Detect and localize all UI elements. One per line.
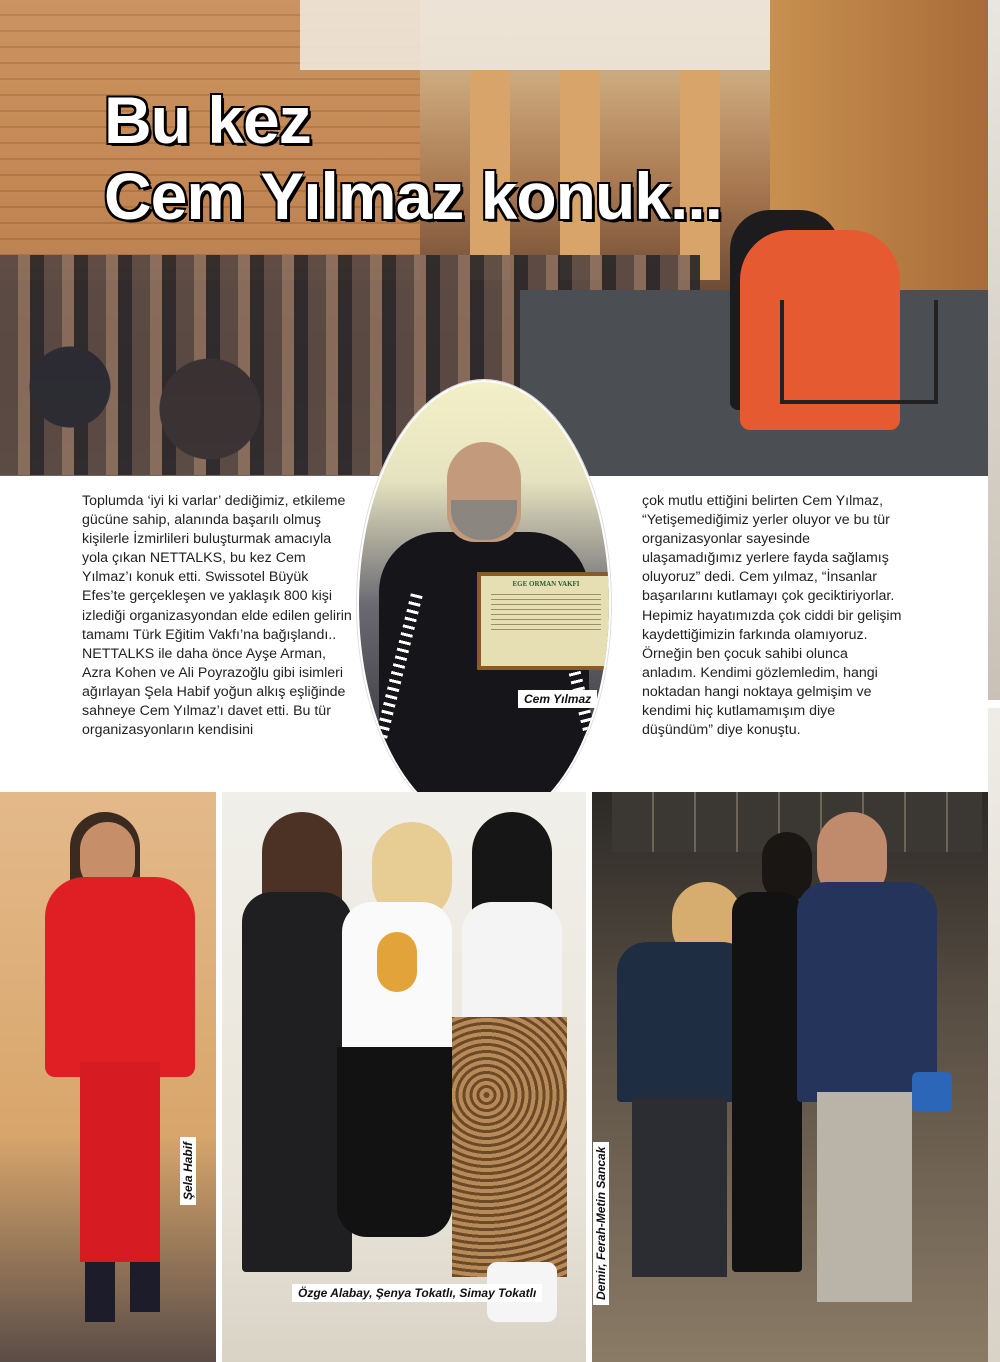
title-line-2: Cem Yılmaz konuk... [104, 159, 722, 233]
photo-middle-caption: Özge Alabay, Şenya Tokatlı, Simay Tokatlı [292, 1284, 542, 1302]
blue-handbag [912, 1072, 952, 1112]
photo-family [592, 792, 988, 1362]
photo-three-women [222, 792, 586, 1362]
article-title [104, 82, 722, 234]
black-skirt [337, 1047, 452, 1237]
chair [780, 300, 938, 404]
title-line-1: Bu kez [104, 83, 311, 157]
edge-strip [988, 0, 1000, 700]
hall-ceiling [300, 0, 780, 70]
certificate-text [491, 594, 601, 634]
print-graphic [377, 932, 417, 992]
article-body-right: çok mutlu ettiğini belirten Cem Yılmaz, “Yetişemediğimiz yerler oluyor ve bu tür organizasyonlar sayesinde ulaşamadığımız yerlere fayda sağlamış oluyoruz” dedi. Cem yılmaz, “İnsanlar başarılarını kutlamayı çok geciktiriyorlar. Hepimiz hayatımızda çok ciddi bir gelişim kaydettiğimizin farkında olamıyoruz. Örneğin ben çocuk sahibi olunca anladım. Kendimi gözlemledim, hangi noktadan hangi noktaya gelmişim ve kendimi hiç kutlamamışım diye düşündüm” diye konuştu. [642, 493, 902, 739]
grey-trousers [817, 1092, 912, 1302]
portrait-caption: Cem Yılmaz [518, 690, 597, 708]
blue-blazer [797, 882, 937, 1102]
red-blouse [45, 877, 195, 1077]
certificate [477, 572, 611, 670]
photo-sela-habif [0, 792, 216, 1362]
leopard-skirt [452, 1017, 567, 1277]
article-body-left: Toplumda ‘iyi ki varlar’ dediğimiz, etkileme gücüne sahip, alanında başarılı olmuş kişilerle İzmirlileri buluşturmak amacıyla yola çıkan NETTALKS, bu kez Cem Yılmaz’ı konuk etti. Swissotel Büyük Efes’te gerçekleşen ve yaklaşık 800 kişi izlediği organizasyondan elde edilen gelirin tamamı Türk Eğitim Vakfı’na bağışlandı.. NETTALKS ile daha önce Ayşe Arman, Azra Kohen ve Ali Poyrazoğlu gibi isimleri ağırlayan Şela Habif yoğun alkış eşliğinde sahneye Cem Yılmaz’ı davet etti. Bu tür organizasyonların kendisini [82, 493, 352, 739]
certificate-heading: EGE ORMAN VAKFI [512, 580, 580, 588]
photo-right-caption: Demir, Ferah-Metin Sancak [593, 1142, 609, 1305]
white-top [462, 902, 562, 1022]
portrait-photo [357, 380, 611, 828]
red-trousers [80, 1062, 160, 1262]
black-outfit [242, 892, 352, 1272]
boy-jeans [632, 1097, 727, 1277]
shoe [85, 1262, 115, 1322]
woman-outfit [732, 892, 802, 1272]
shoe [130, 1262, 160, 1312]
photo-left-caption: Şela Habif [180, 1137, 196, 1205]
edge-strip [988, 708, 1000, 1362]
